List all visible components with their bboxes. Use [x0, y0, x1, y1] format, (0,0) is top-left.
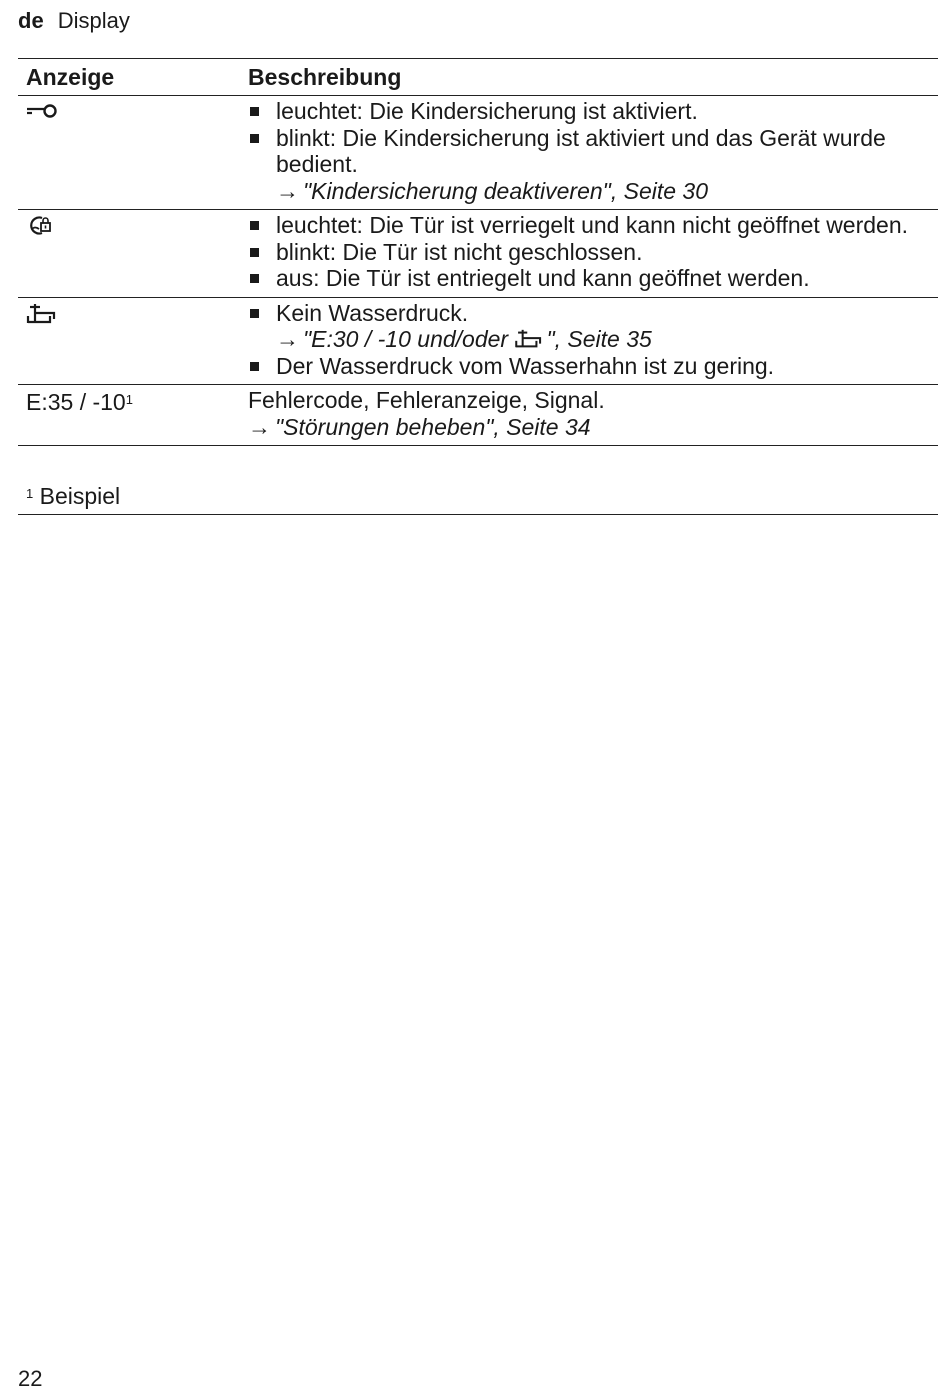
table-header	[18, 59, 938, 96]
table-row	[18, 298, 938, 386]
table-row	[18, 385, 938, 446]
display-table	[18, 58, 938, 446]
table-footnote: $^1$ Beispiel	[18, 478, 938, 515]
list-item: blinkt: Die Tür ist nicht geschlossen.	[248, 239, 928, 266]
table-row	[18, 96, 938, 210]
language-tag: de	[18, 8, 44, 33]
error-code: E:35 / $-10^1$	[26, 389, 133, 415]
page-header	[18, 8, 130, 34]
list-item: Kein Wasserdruck.	[248, 300, 928, 327]
list-item: aus: Die Tür ist entriegelt und kann geöffnet werden.	[248, 265, 928, 292]
cross-reference-link[interactable]: → "Kindersicherung deaktiveren", Seite 30	[276, 177, 709, 204]
water-tap-icon	[26, 302, 60, 326]
header-indicator: Anzeige	[26, 63, 115, 90]
list-item: Der Wasserdruck vom Wasserhahn ist zu gering.	[248, 353, 928, 380]
child-lock-key-icon	[26, 100, 60, 124]
list-item: leuchtet: Die Kindersicherung ist aktiviert.	[248, 98, 928, 125]
door-lock-icon	[26, 214, 56, 238]
list-item: blinkt: Die Kindersicherung ist aktiviert und das Gerät wurde bedient.	[248, 125, 928, 178]
header-description: Beschreibung	[248, 63, 402, 90]
water-tap-icon	[514, 328, 546, 350]
cross-reference-link[interactable]: → "E:30 / -10 und/oder ", Seite 35	[276, 326, 652, 352]
page-number: 22	[18, 1366, 43, 1391]
cross-reference-link[interactable]: → "Störungen beheben", Seite 34	[248, 413, 591, 440]
list-item: leuchtet: Die Tür ist verriegelt und kann nicht geöffnet werden.	[248, 212, 928, 239]
table-row	[18, 210, 938, 298]
section-title: Display	[57, 8, 130, 33]
description-text: Fehlercode, Fehleranzeige, Signal.	[248, 387, 605, 413]
